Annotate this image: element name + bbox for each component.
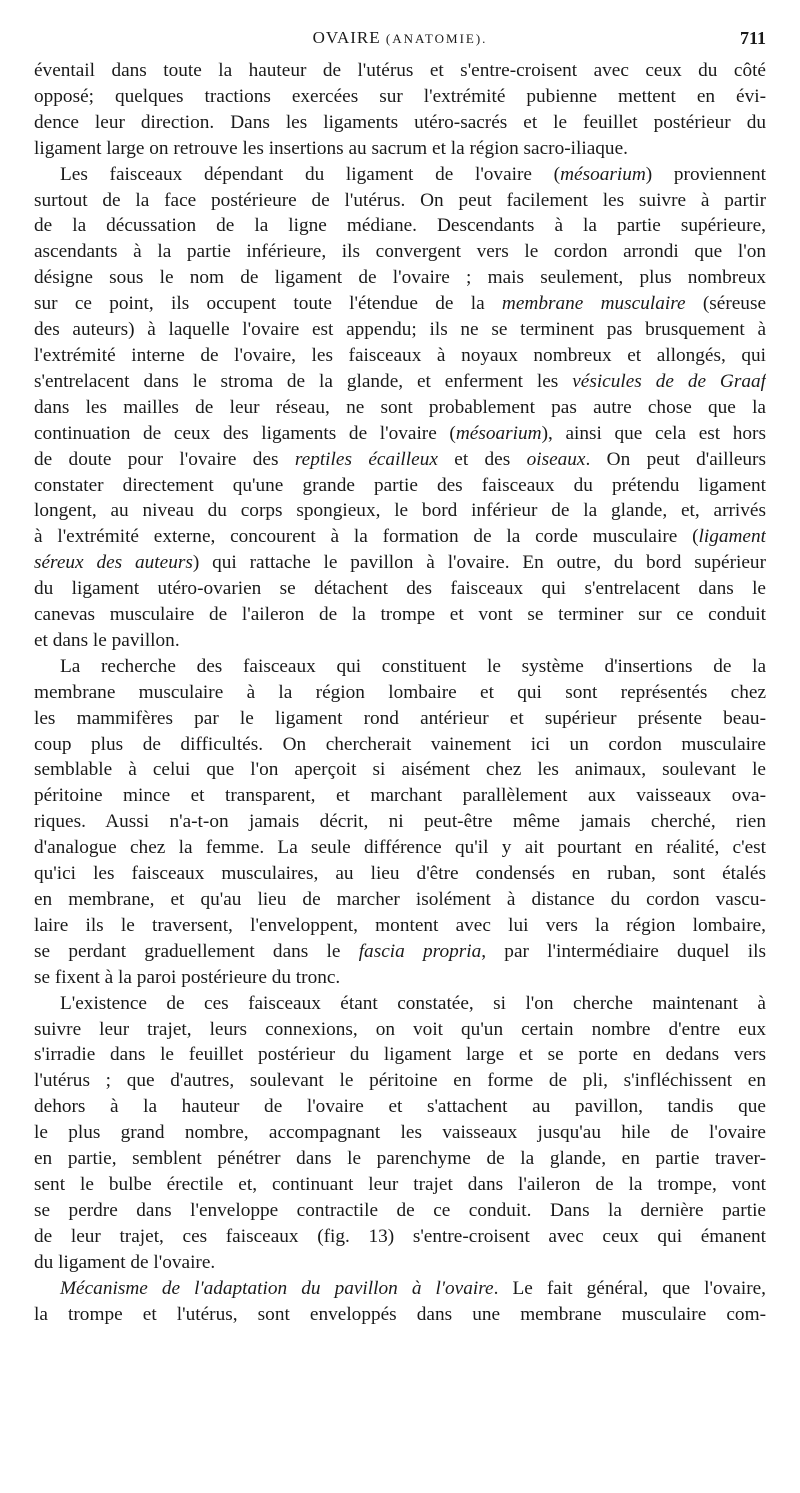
text-line	[34, 835, 766, 861]
text-line	[34, 239, 766, 265]
text-segment: de doute pour l'ovaire des	[34, 448, 295, 470]
text-line	[34, 110, 766, 136]
text-segment: longent, au niveau du corps spongieux, le bord inférieur de la glande, et, arrivés	[34, 500, 766, 522]
text-segment: . On peut d'ailleurs	[585, 448, 766, 470]
text-line	[34, 369, 766, 395]
text-line	[34, 887, 766, 913]
italic-text: mésoarium	[560, 163, 646, 185]
text-segment: canevas musculaire de l'aileron de la trompe et vont se terminer sur ce conduit	[34, 604, 766, 626]
text-segment: semblable à celui que l'on aperçoit si aisément chez les animaux, soulevant le	[34, 759, 766, 781]
text-segment: et des	[437, 448, 527, 470]
text-segment: les mammifères par le ligament rond antérieur et supérieur présente beau-	[34, 707, 766, 729]
text-line	[34, 524, 766, 550]
text-line	[34, 757, 766, 783]
text-segment: et dans le pavillon.	[34, 629, 180, 651]
text-line	[34, 680, 766, 706]
text-line	[34, 473, 766, 499]
text-segment: ) qui rattache le pavillon à l'ovaire. En outre, du bord supérieur	[192, 552, 766, 574]
text-line	[34, 654, 766, 680]
text-segment: La recherche des faisceaux qui constituent le système d'insertions de la	[60, 655, 766, 677]
text-segment: L'existence de ces faisceaux étant constatée, si l'on cherche maintenant à	[60, 992, 766, 1014]
text-line	[34, 84, 766, 110]
text-segment: suivre leur trajet, leurs connexions, on voit qu'un certain nombre d'entre eux	[34, 1018, 766, 1040]
text-line	[34, 861, 766, 887]
text-line	[34, 1146, 766, 1172]
text-line	[34, 188, 766, 214]
text-segment: du ligament utéro-ovarien se détachent des faisceaux qui s'entrelacent dans le	[34, 578, 766, 600]
text-segment: péritoine mince et transparent, et marchant parallèlement aux vaisseaux ova-	[34, 785, 766, 807]
text-line	[34, 1172, 766, 1198]
text-segment: constater directement qu'une grande partie des faisceaux du prétendu ligament	[34, 474, 766, 496]
text-segment: qu'ici les faisceaux musculaires, au lieu d'être condensés en ruban, sont étalés	[34, 863, 766, 885]
text-line	[34, 706, 766, 732]
text-line	[34, 809, 766, 835]
text-segment: des auteurs) à laquelle l'ovaire est appendu; ils ne se terminent pas brusquement à	[34, 319, 766, 341]
text-line	[34, 550, 766, 576]
text-segment: ), ainsi que cela est hors	[541, 422, 766, 444]
text-segment: ascendants à la partie inférieure, ils convergent vers le cordon arrondi que l'on	[34, 241, 766, 263]
text-segment: de la décussation de la ligne médiane. Descendants à la partie supérieure,	[34, 215, 766, 237]
running-head-title: OVAIRE	[312, 28, 381, 47]
text-segment: . Le fait général, que l'ovaire,	[493, 1277, 766, 1299]
book-page	[34, 28, 766, 1327]
text-line	[34, 1224, 766, 1250]
text-line	[34, 939, 766, 965]
text-line	[34, 913, 766, 939]
text-line	[34, 421, 766, 447]
text-line	[34, 1198, 766, 1224]
text-line	[34, 991, 766, 1017]
text-segment: membrane musculaire à la région lombaire et qui sont représentés chez	[34, 681, 766, 703]
text-line	[34, 58, 766, 84]
text-line	[34, 317, 766, 343]
text-segment: en partie, semblent pénétrer dans le parenchyme de la glande, en partie traver-	[34, 1148, 766, 1170]
page-number: 711	[739, 28, 766, 48]
italic-text: membrane musculaire	[501, 293, 686, 315]
text-segment: ligament large on retrouve les insertions au sacrum et la région sacro-iliaque.	[34, 137, 628, 159]
text-line	[34, 343, 766, 369]
text-line	[34, 783, 766, 809]
text-segment: (séreuse	[685, 293, 766, 315]
italic-text: ligament	[698, 526, 766, 548]
text-segment: s'entrelacent dans le stroma de la glande, et enferment les	[34, 370, 573, 392]
text-line	[34, 395, 766, 421]
text-segment: dans les mailles de leur réseau, ne sont probablement pas autre chose que la	[34, 396, 766, 418]
italic-text: reptiles écailleux	[294, 448, 438, 470]
text-segment: désigne sous le nom de ligament de l'ovaire ; mais seulement, plus nombreux	[34, 267, 766, 289]
text-segment: l'utérus ; que d'autres, soulevant le péritoine en forme de pli, s'infléchissent en	[34, 1070, 766, 1092]
text-segment: sur ce point, ils occupent toute l'étendue de la	[34, 293, 502, 315]
text-line	[34, 213, 766, 239]
text-line	[34, 1302, 766, 1328]
text-line	[34, 965, 766, 991]
text-line	[34, 162, 766, 188]
page-header	[34, 28, 766, 58]
body-text	[34, 58, 766, 1327]
text-segment: opposé; quelques tractions exercées sur l'extrémité pubienne mettent en évi-	[34, 85, 766, 107]
text-segment: d'analogue chez la femme. La seule différence qu'il y ait pourtant en réalité, c'est	[34, 837, 766, 859]
text-segment: le plus grand nombre, accompagnant les vaisseaux jusqu'au hile de l'ovaire	[34, 1122, 766, 1144]
text-segment: ) proviennent	[645, 163, 766, 185]
text-segment: se perdre dans l'enveloppe contractile de ce conduit. Dans la dernière partie	[34, 1199, 766, 1221]
text-line	[34, 732, 766, 758]
text-segment: la trompe et l'utérus, sont enveloppés dans une membrane musculaire com-	[34, 1303, 766, 1325]
text-segment: se perdant graduellement dans le	[34, 940, 359, 962]
text-line	[34, 1276, 766, 1302]
text-line	[34, 628, 766, 654]
running-head	[34, 28, 766, 48]
text-segment: l'extrémité interne de l'ovaire, les faisceaux à noyaux nombreux et allongés, qui	[34, 344, 766, 366]
running-head-subtitle: (ANATOMIE).	[385, 31, 488, 46]
text-segment: en membrane, et qu'au lieu de marcher isolément à distance du cordon vascu-	[34, 889, 766, 910]
text-segment: continuation de ceux des ligaments de l'ovaire (	[34, 422, 456, 444]
text-line	[34, 1250, 766, 1276]
text-segment: de leur trajet, ces faisceaux (fig. 13) s'entre-croisent avec ceux qui émanent	[34, 1225, 766, 1247]
italic-text: Mécanisme de l'adaptation du pavillon à l'ovaire	[60, 1277, 494, 1299]
text-line	[34, 576, 766, 602]
italic-text: oiseaux	[526, 448, 586, 470]
text-line	[34, 1094, 766, 1120]
text-line	[34, 602, 766, 628]
text-segment: coup plus de difficultés. On chercherait vainement ici un cordon musculaire	[34, 733, 766, 755]
text-line	[34, 1120, 766, 1146]
text-segment: laire ils le traversent, l'enveloppent, montent avec lui vers la région lombaire,	[34, 914, 766, 936]
text-segment: se fixent à la paroi postérieure du tronc.	[34, 966, 341, 988]
text-line	[34, 1068, 766, 1094]
text-segment: dehors à la hauteur de l'ovaire et s'attachent au pavillon, tandis que	[34, 1096, 766, 1118]
text-segment: du ligament de l'ovaire.	[34, 1251, 216, 1273]
italic-text: fascia propria	[358, 940, 482, 962]
text-segment: , par l'intermédiaire duquel ils	[481, 940, 766, 962]
text-segment: riques. Aussi n'a-t-on jamais décrit, ni peut-être même jamais cherché, rien	[34, 811, 766, 833]
text-segment: sent le bulbe érectile et, continuant leur trajet dans l'aileron de la trompe, vont	[34, 1173, 766, 1195]
text-line	[34, 291, 766, 317]
text-line	[34, 265, 766, 291]
text-line	[34, 447, 766, 473]
text-line	[34, 1042, 766, 1068]
italic-text: séreux des auteurs	[34, 552, 193, 574]
text-segment: s'irradie dans le feuillet postérieur du ligament large et se porte en dedans vers	[34, 1044, 766, 1066]
text-segment: à l'extrémité externe, concourent à la formation de la corde musculaire (	[34, 526, 699, 548]
text-line	[34, 136, 766, 162]
text-segment: dence leur direction. Dans les ligaments utéro-sacrés et le feuillet postérieur du	[34, 111, 766, 133]
italic-text: mésoarium	[455, 422, 542, 444]
italic-text: vésicules de de Graaf	[572, 370, 766, 392]
text-segment: Les faisceaux dépendant du ligament de l'ovaire (	[60, 163, 561, 185]
text-line	[34, 498, 766, 524]
text-segment: éventail dans toute la hauteur de l'utérus et s'entre-croisent avec ceux du côté	[34, 60, 766, 81]
text-segment: surtout de la face postérieure de l'utérus. On peut facilement les suivre à partir	[34, 189, 766, 211]
text-line	[34, 1017, 766, 1043]
